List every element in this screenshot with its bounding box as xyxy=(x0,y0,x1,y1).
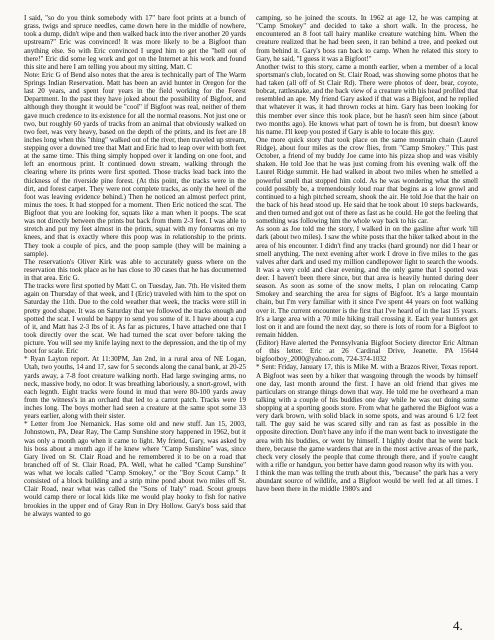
paragraph: The reservation's Oliver Kirk was able to accurately guess where on the reservation this took place as he has close to 30 cases that he has documented in that area. Eric G. xyxy=(24,257,246,282)
paragraph: One more quick story that took place on the same mountain chain (Laurel Ridge), about four miles as the crow flies, from "Camp Smokey." This past October, a friend of my buddy Joe came into his pizza shop and was visibly shaken. He told Joe that he was just coming from his evening walk off the Laurel Ridge summit. He had walked in about two miles when he smelled a powerful smell that stopped him cold. As he was wondering what the smell could possibly be, a tremendously loud roar that begins as a low growl and continued to a high pitched scream, shook the air. He told Joe that the hair on the back of his head stood up. He said that he took about 10 steps backwards, and then turned and got out of there as fast as he could. He got the feeling that something was following him the whole way back to his car. xyxy=(256,135,478,226)
paragraph: I said, "so do you think somebody with 17" bare foot prints at a bunch of grass, twigs and spruce needles, came down here in the middle of nowhere, took a dump, didn't wipe and then walked back into the river another 20 yards upstream?" Eric was convinced! It was more likely to be a Bigfoot than anything else. So with Eric convinced I urged him to get the "hell out of there!" Eric did some leg work and got on the Internet at his work and found this site and here I am telling you about my sitting. Matt. C xyxy=(24,14,246,71)
paragraph: Another twist to this story, came a month earlier, when a member of a local sportsman's club, located on St. Clair Road, was showing some photos that he had taken (all off of St Clair Rd). There were photos of deer, bear, coyote, bobcat, rattlesnake, and the back view of a creature with his head profiled that resembled an ape. My friend Gary asked if that was a Bigfoot, and he replied that whatever it was, it had thrown rocks at him. Gary has been looking for this member ever since this took place, but he hasn't seen him since (about two months ago). He knows what part of town he is from, but doesn't know his name. I'll keep you posted if Gary is able to locate this guy. xyxy=(256,62,478,136)
paragraph: I think the man was telling the truth about this, "because" the park has a very abundant source of wildlife, and a Bigfoot would be well fed at all times. I have been there in the middle 1980's and xyxy=(256,469,478,494)
paragraph: (Editor) Have alerted the Pennsylvania Bigfoot Society director Eric Altman of this letter. Eric at 26 Cardinal Drive, Jeanette. PA 15644 bigfootboy_2000@yahoo.com, 724-374-1032 xyxy=(256,339,478,364)
paragraph: * Sent: Friday, January 17, this is Mike M. with a Brazos River, Texas report. A Bigfoot was seen by a hiker that wasgoing through the woods by himself one day, last month around the first. I have an old friend that gives me particulars on strange things down that way. He told me he overheard a man talking with a couple of his buddies one day while he was out doing some shopping at a sporting goods store. From what he gathered the Bigfoot was a very dark brown, with solid black in some spots, and was around 6 1/2 feet tall. The guy said he was scared silly and ran as fast as possible in the opposite direction. Don't have any info if the man went back to investigate the area with his buddies, or went by himself. I highly doubt that he went back there, because the game wardens that are in the most active areas of the park, check very closely the people that come through there, and if you're caught with a rifle or handgun, you better have damn good reason why its with you. xyxy=(256,363,478,469)
paragraph: * Letter from Joe Nemanick. Has some old and new stuff. Jan 15, 2003, Johnstown, PA, Dear Ray, The Camp Sunshine story happened in 1962, but it was only a month ago when it came to light. My friend, Gary, was asked by his boss about a month ago if he knew where "Camp Sunshine" was, since Gary lived on St. Clair Road and he remembered it to be on a road that branched off of St. Clair Road, PA. Well, what he called "Camp Sunshine" was what we locals called "Camp Smokey," or the "Boy Scout Camp." It consisted of a block building and a strip mine pond about two miles off St. Clair Road, near what was called the "Sons of Italy" road. Scout groups would camp there or local kids like me would play hooky to fish for native brookies in the upper end of Gray Run in Dry Hollow. Gary's boss said that he always wanted to go xyxy=(24,420,246,518)
right-column xyxy=(256,14,478,624)
page-number: 4. xyxy=(453,618,463,633)
paragraph: camping, so he joined the scouts. In 1962 at age 12, he was camping at "Camp Smokey" and decided to take a short walk. In the process, he encountered an 8 foot tall hairy manlike creature watching him. When the creature realized that he had been seen, it ran behind a tree, and peeked out from behind it. Gary's boss ran back to camp. When he related this story to Gary, he said, "I guess it was a Bigfoot!" xyxy=(256,14,478,63)
paragraph: * Ryan Layton report. At 11:30PM, Jan 2nd, in a rural area of NE Logan, Utah, two youths, 14 and 17, saw for 5 seconds along the canal bank, at 20-25 yards away, a 7-8 foot creature walking north. Had large swinging arms, no neck, massive body, no odor. It was breathing laboriously, a snort-growl, with each legnth. Eight tracks were found in mud that were 80-100 yards away from the witness's in an orchard that led to a carrot patch. Tracks were 19 inches long. The boys mother had seen a creature at the same spot some 33 years earlier, along with their sister. xyxy=(24,355,246,421)
paragraph: The tracks were first spotted by Matt C. on Tuesday, Jan. 7th. He visited them again on Thursday of that week, and I (Eric) traveled with him to the spot on Saturday the 11th. Due to the cold weather that week, the tracks were still in pretty good shape. It was on Saturday that we followed the tracks enough and spotted the scat. I would be happy to send you some of it. I have about a cup of it, and Matt has 2-3 lbs of it. As far as pictures, I have attached one that I took directly over the scat. We had turned the scat over before taking the picture. You will see my knife laying next to the depression, and the tip of my boot for scale. Eric xyxy=(24,282,246,356)
paragraph: As soon as Joe told me the story, I walked in on the gasline after work 'till dark (about two miles). I saw the white posts that the hiker talked about in the area of his encounter. I didn't find any tracks (hard ground) nor did I hear or smell anything. The next evening after work I drove in five miles to the gas valves after dark and used my million candlepower light to search the woods. It was a very cold and clear evening, and the only game that I spotted was deer. I haven't been there since, but that area is heavily hunted during deer season. As soon as some of the snow melts, I plan on relocating Camp Smokey and searching the area for signs of Bigfoot. It's a large mountain chain, but I'm very familiar with it since I've spent 44 years on foot walking over it. The current encounter is the first that I've heard of in the last 15 years. It's a large area with a 70 mile hiking trail crossing it. Each year hunters get lost on it and are found the next day, so there is lots of room for a Bigfoot to remain hidden. xyxy=(256,225,478,339)
paragraph: Note: Eric G of Bend also notes that the area is technically part of The Warm Springs Indian Reservation. Matt has been an avid hunter in Oregon for the last 20 years, and spent four years in the field working for the Forest Department. In the past they have joked about the possibility of Bigfoot, and although they thought it would be "cool" if Bigfoot was real, neither of them gave much credence to its existence for all the normal reasons. Not just one or two, but roughly 60 yards of tracks from an animal that obviously walked on two feet, was very heavy, based on the depth of the prints, and its feet are 18 inches long when this "thing" walked out of the river, then traveled up stream, stepping over a downed tree that Matt and Eric had to leap over with both feet at the same time. This thing simply hopped over it landing on one foot, and left an enormous print. It continued down stream, walking through the clearing where its prints were first spotted. Those tracks lead back into the thickness of the riverside pine forest. (At this point, the tracks were in the dirt, and forest carpet. They were not complete tracks, as only the heel of the foot was leaving evidence behind.) Then he noticed an almost perfect print, minus the toes. It had stopped for a moment. Then Eric noticed the scat. The Bigfoot that you are looking for, squats like a man when it poops. The scat was not directly between the prints but back from them 2-3 feet. I was able to stretch and put my feet almost in the prints, squat with my forearms on my knees, and that is exactly where this poop was in relationship to the prints. They took a couple of pics, and the poop sample (they will be maining a sample). xyxy=(24,70,246,258)
left-column xyxy=(24,14,246,624)
